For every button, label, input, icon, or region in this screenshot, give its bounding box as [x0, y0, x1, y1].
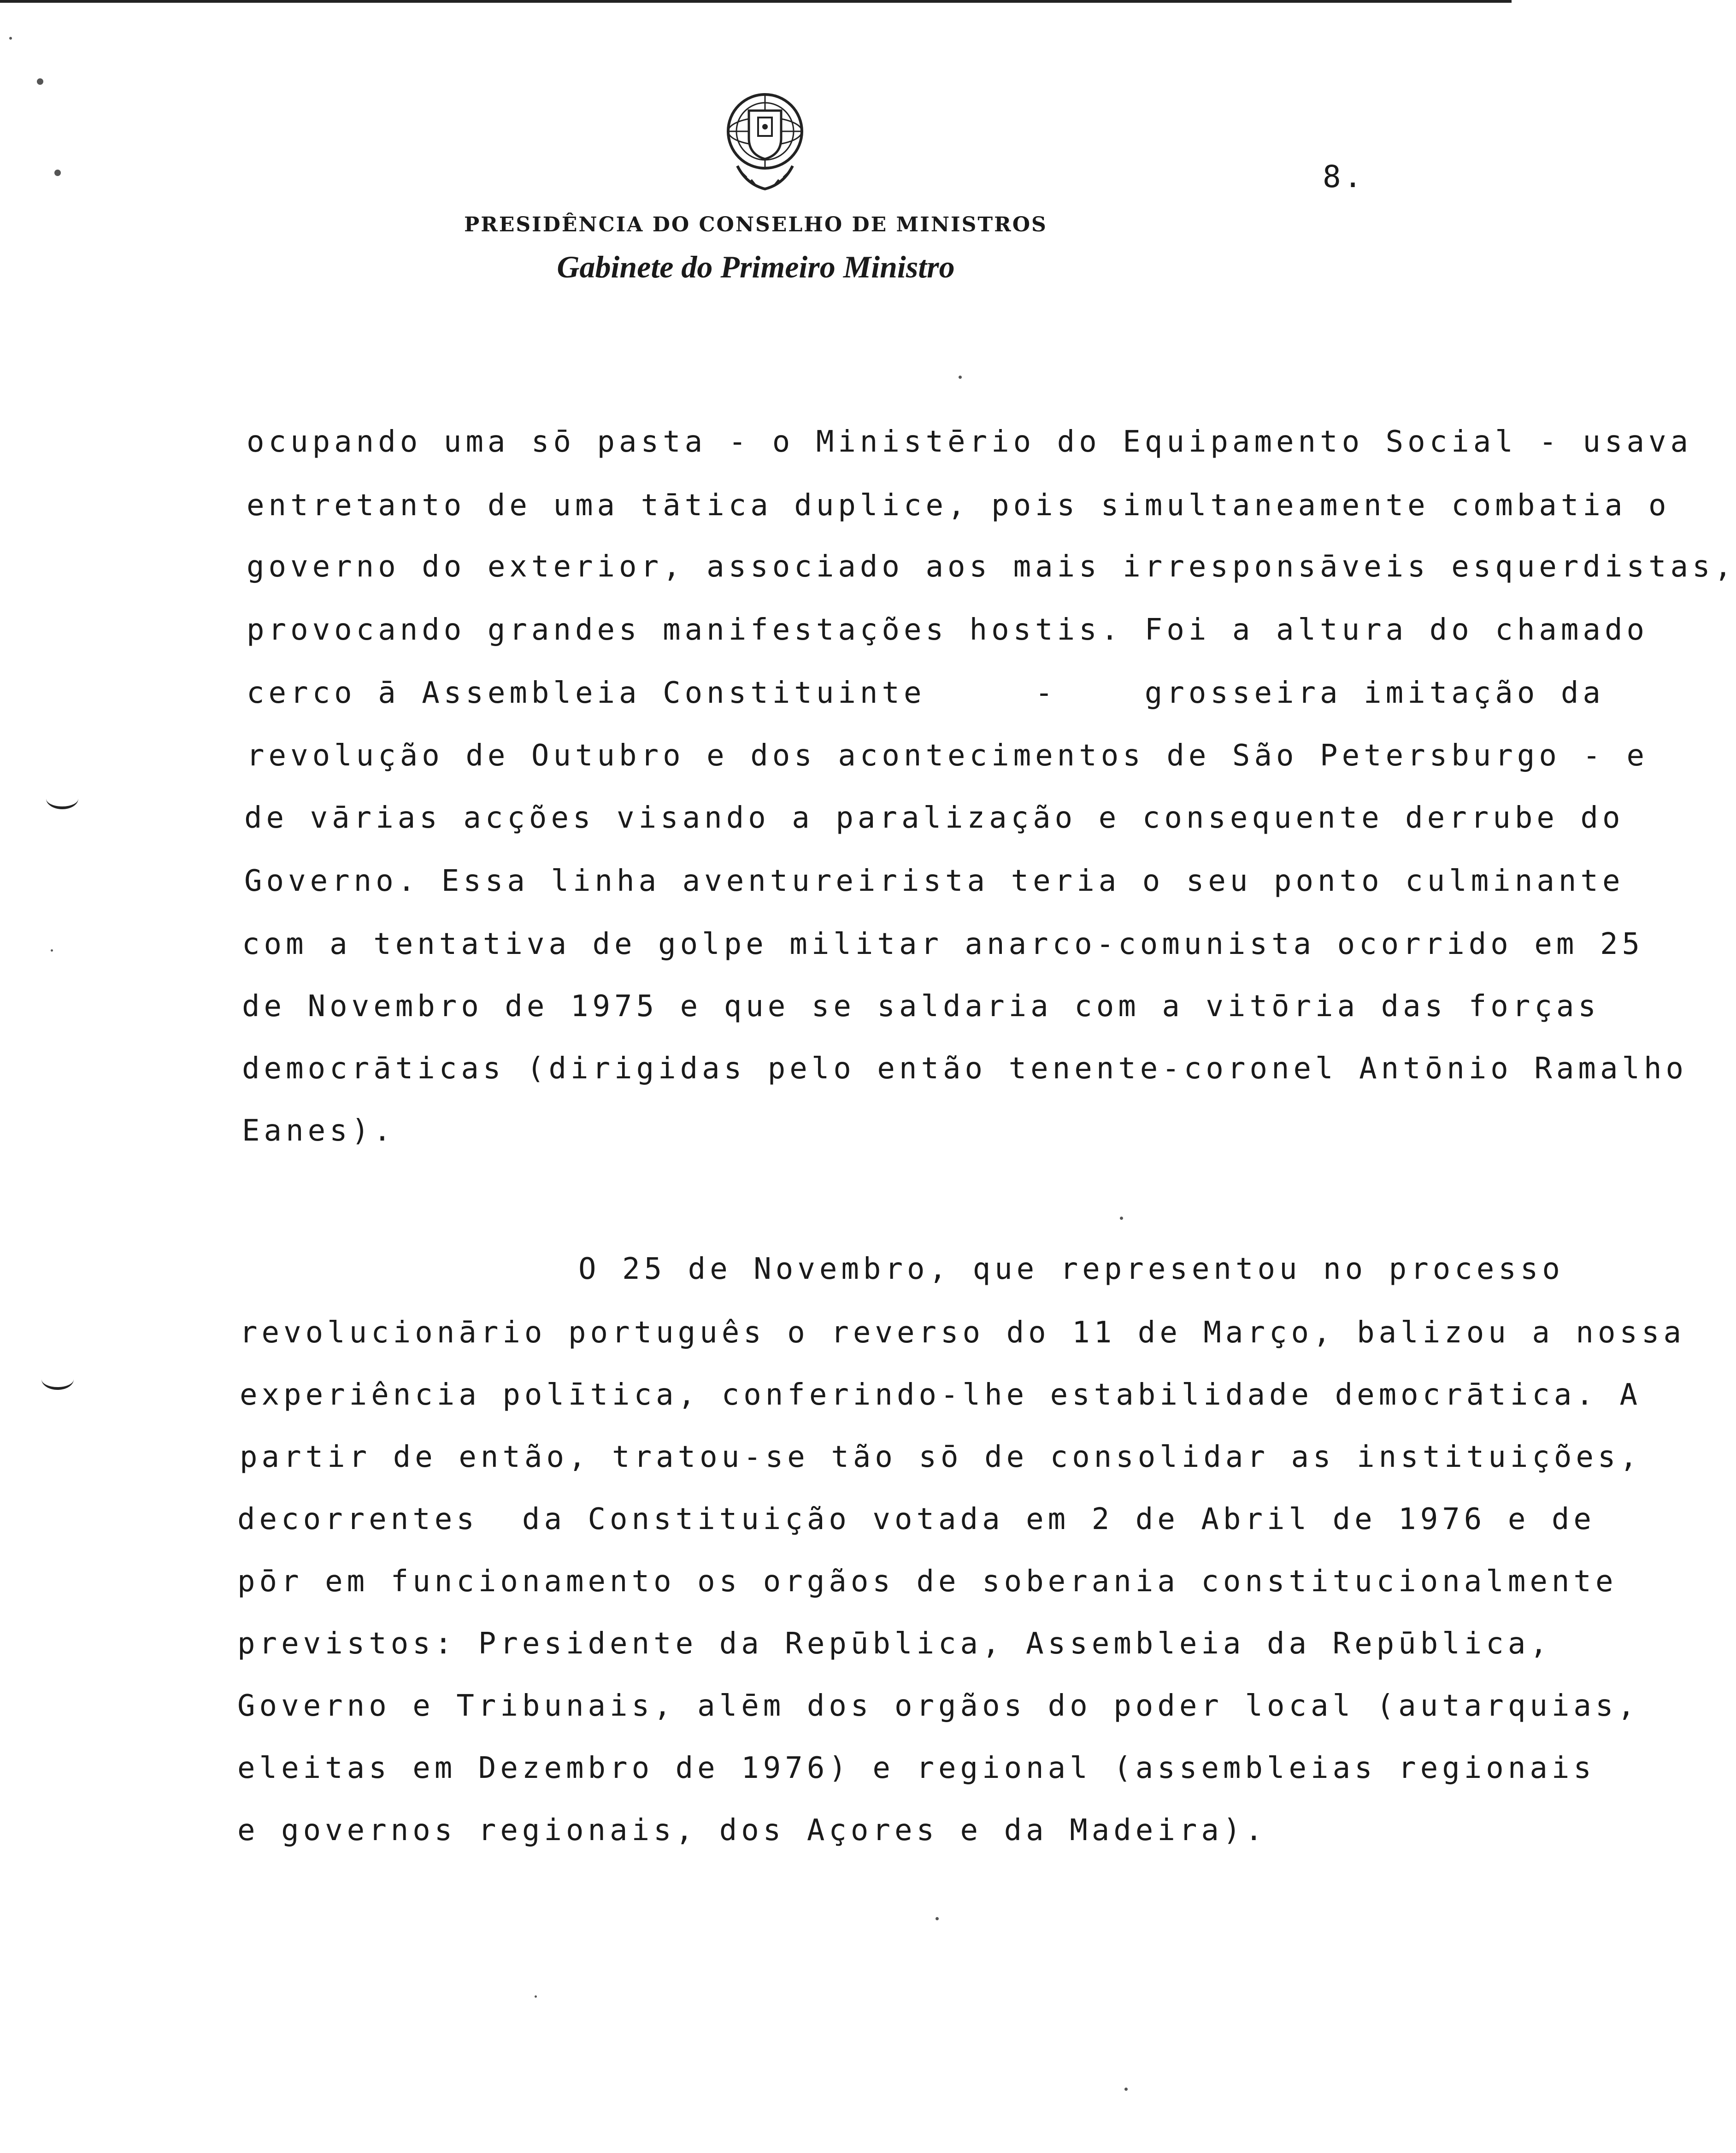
text-line: governo do exterior, associado aos mais irresponsāveis esquerdistas, [247, 550, 1736, 584]
text-line: democrāticas (dirigidas pelo então tenente-coronel Antōnio Ramalho [242, 1052, 1688, 1086]
scan-speck [51, 949, 53, 952]
text-line: previstos: Presidente da Repūblica, Assembleia da Repūblica, [237, 1627, 1552, 1661]
text-line: revolucionārio português o reverso do 11 de Março, balizou a nossa [240, 1316, 1686, 1350]
page-number: 8. [1323, 159, 1365, 194]
text-line: de vārias acções visando a paralização e consequente derrube do [244, 801, 1624, 835]
scan-speck [1124, 2088, 1128, 2091]
text-line: de Novembro de 1975 e que se saldaria com a vitōria das forças [242, 989, 1600, 1024]
text-line: pōr em funcionamento os orgãos de soberania constitucionalmente [237, 1565, 1618, 1599]
text-line: eleitas em Dezembro de 1976) e regional (assembleias regionais [237, 1751, 1595, 1785]
text-line: ocupando uma sō pasta - o Ministērio do Equipamento Social - usava [247, 425, 1693, 459]
scan-speck [54, 170, 61, 176]
binder-mark [46, 788, 78, 809]
text-line: entretanto de uma tātica duplice, pois simultaneamente combatia o [247, 488, 1671, 523]
text-line: provocando grandes manifestações hostis. Foi a altura do chamado [247, 613, 1648, 647]
text-line: experiência polītica, conferindo-lhe estabilidade democrātica. A [240, 1378, 1642, 1412]
text-line: O 25 de Novembro, que representou no processo [578, 1252, 1564, 1286]
binder-mark [41, 1369, 74, 1390]
text-line: revolução de Outubro e dos acontecimentos de São Petersburgo - e [247, 739, 1648, 773]
text-line: Governo. Essa linha aventureirista teria o seu ponto culminante [244, 864, 1624, 898]
text-line: Governo e Tribunais, alēm dos orgãos do poder local (autarquias, [237, 1689, 1639, 1723]
text-line: decorrentes da Constituição votada em 2 de Abril de 1976 e de [237, 1502, 1595, 1536]
text-line: Eanes). [242, 1114, 395, 1148]
scan-speck [9, 37, 12, 40]
scan-speck [535, 1995, 537, 1998]
text-line: cerco ā Assembleia Constituinte - grosseira imitação da [247, 676, 1605, 710]
office-heading: PRESIDÊNCIA DO CONSELHO DE MINISTROS [464, 213, 1047, 236]
scan-speck [37, 78, 43, 85]
scan-speck [959, 376, 962, 379]
scan-speck [1120, 1217, 1123, 1220]
scan-speck [936, 1917, 939, 1920]
cabinet-signature: Gabinete do Primeiro Ministro [557, 249, 955, 284]
text-line: com a tentativa de golpe militar anarco-comunista ocorrido em 25 [242, 927, 1644, 961]
text-line: e governos regionais, dos Açores e da Madeira). [237, 1813, 1267, 1847]
text-line: partir de então, tratou-se tão sō de consolidar as instituições, [240, 1440, 1642, 1474]
coat-of-arms-icon [710, 83, 820, 198]
top-border-line [0, 0, 1512, 3]
